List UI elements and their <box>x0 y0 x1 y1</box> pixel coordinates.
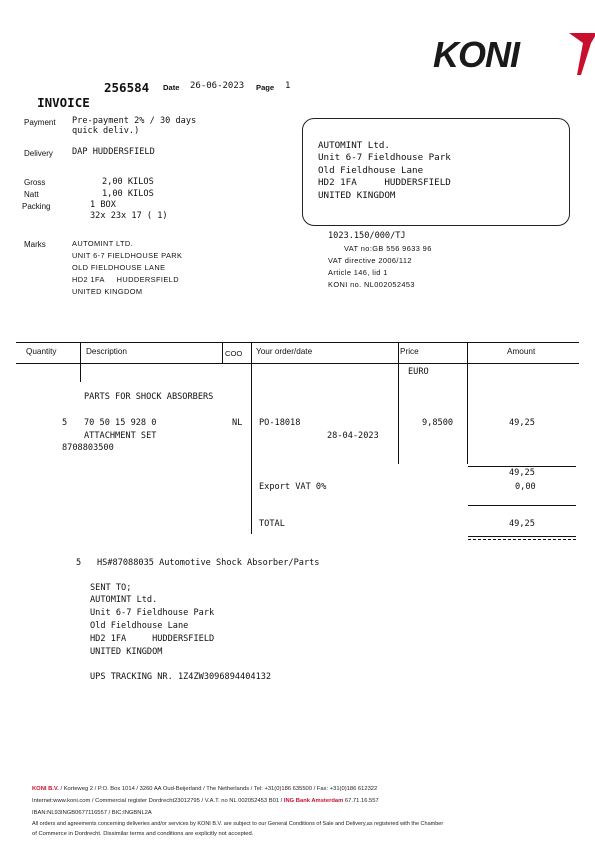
koni-number: KONI no. NL002052453 <box>328 280 415 289</box>
address-line-2: Unit 6-7 Fieldhouse Park <box>318 152 451 163</box>
svg-text:KONI: KONI <box>433 34 520 75</box>
footer-register: Internet:www.koni.com / Commercial register Dordrecht23012795 / V.A.T. no NL 002052453 B01 / <box>32 798 284 804</box>
subtotal-amount: 49,25 <box>509 468 535 478</box>
delivery-label: Delivery <box>24 149 53 158</box>
footer-company: KONI B.V. <box>32 786 59 792</box>
header-order: Your order/date <box>256 347 313 356</box>
sent-line-3: Old Fieldhouse Lane <box>90 621 189 631</box>
section-title: PARTS FOR SHOCK ABSORBERS <box>84 392 214 402</box>
packing-value-1: 1 BOX <box>90 200 116 210</box>
delivery-value: DAP HUDDERSFIELD <box>72 147 155 157</box>
item-ean: 8708803500 <box>62 443 114 453</box>
footer-address: / Korteweg 2 / P.O. Box 1014 / 3260 AA Oud-Beijerland / The Netherlands / Tel: +31(0)186 635500 / Fax: +31(0)186 612322 <box>58 786 378 792</box>
marks-line-2: UNIT 6-7 FIELDHOUSE PARK <box>72 251 183 260</box>
sent-line-2: Unit 6-7 Fieldhouse Park <box>90 608 215 618</box>
footer-line-4: All orders and agreements concerning deliveries and/or services by KONI B.V. are subject to our General Conditions of Sale and Delivery,as registered with the Chamber <box>32 821 444 827</box>
item-order: PO-18018 <box>259 418 301 428</box>
address-line-1: AUTOMINT Ltd. <box>318 140 390 151</box>
header-quantity: Quantity <box>26 347 57 356</box>
payment-value-2: quick deliv.) <box>72 126 140 136</box>
item-code: 70 50 15 928 0 <box>84 418 157 428</box>
total-rule-2 <box>468 539 576 540</box>
invoice-label: INVOICE <box>37 95 90 110</box>
body-col-line-3 <box>398 364 399 464</box>
footer-line-2 <box>32 797 379 806</box>
sent-to: SENT TO; <box>90 583 132 593</box>
footer-account: 67.71.16.557 <box>343 798 379 804</box>
body-col-line-2 <box>251 364 252 534</box>
vat-label: Export VAT 0% <box>259 482 327 492</box>
date-value: 26-06-2023 <box>190 81 245 91</box>
packing-value-2: 32x 23x 17 ( 1) <box>90 211 168 221</box>
total-label: TOTAL <box>259 519 285 529</box>
footer-line-3: IBAN:NL93INGB0677116557 / BIC:INGBNL2A <box>32 810 152 816</box>
footer-line-1 <box>32 785 377 794</box>
invoice-number: 256584 <box>104 80 150 95</box>
payment-label: Payment <box>24 118 56 127</box>
vat-article: Article 146, lid 1 <box>328 268 388 277</box>
marks-line-3: OLD FIELDHOUSE LANE <box>72 263 166 272</box>
marks-label: Marks <box>24 240 46 249</box>
packing-label: Packing <box>22 202 51 211</box>
address-line-4: HD2 1FA HUDDERSFIELD <box>318 177 451 188</box>
page-label: Page <box>256 83 275 92</box>
sent-line-1: AUTOMINT Ltd. <box>90 595 158 605</box>
item-amount: 49,25 <box>509 418 535 428</box>
header-price: Price <box>400 347 419 356</box>
vat-ref: 1023.150/000/TJ <box>328 231 406 241</box>
gross-value: 2,00 KILOS <box>102 177 154 187</box>
item-coo: NL <box>232 418 243 428</box>
body-col-line-1 <box>80 364 81 382</box>
address-line-5: UNITED KINGDOM <box>318 190 396 201</box>
sent-line-5: UNITED KINGDOM <box>90 647 163 657</box>
item-qty: 5 <box>62 418 68 428</box>
address-line-3: Old Fieldhouse Lane <box>318 165 424 176</box>
tracking-number: UPS TRACKING NR. 1Z4ZW3096894404132 <box>90 672 272 682</box>
vat-directive: VAT directive 2006/112 <box>328 256 412 265</box>
col-sep-5 <box>467 342 468 364</box>
marks-line-5: UNITED KINGDOM <box>72 287 143 296</box>
item-order-date: 28-04-2023 <box>327 431 379 441</box>
currency: EURO <box>408 367 429 377</box>
col-sep-1 <box>80 342 81 364</box>
total-rule-top <box>468 505 576 506</box>
table-top-rule <box>16 342 579 343</box>
koni-logo <box>412 10 580 75</box>
header-coo: COO <box>225 349 243 358</box>
marks-line-1: AUTOMINT LTD. <box>72 239 134 248</box>
header-description: Description <box>86 347 127 356</box>
item-price: 9,8500 <box>422 418 454 428</box>
page-value: 1 <box>285 81 291 91</box>
date-label: Date <box>163 83 180 92</box>
invoice-title <box>22 80 90 110</box>
vat-amount: 0,00 <box>515 482 536 492</box>
koni-logo-icon <box>431 29 595 77</box>
header-amount: Amount <box>507 347 536 356</box>
gross-label: Gross <box>24 178 46 187</box>
total-rule-1 <box>468 536 576 537</box>
col-sep-3 <box>251 342 252 364</box>
total-amount: 49,25 <box>509 519 535 529</box>
payment-value-1: Pre-payment 2% / 30 days <box>72 116 197 126</box>
table-header-rule <box>16 363 579 364</box>
hs-line: HS#87088035 Automotive Shock Absorber/Parts <box>97 558 320 568</box>
sent-line-4: HD2 1FA HUDDERSFIELD <box>90 634 215 644</box>
vat-number: VAT no:GB 556 9633 96 <box>344 244 432 253</box>
nett-value: 1,00 KILOS <box>102 189 154 199</box>
nett-label: Natt <box>24 190 39 199</box>
col-sep-2 <box>222 342 223 364</box>
marks-line-4: HD2 1FA HUDDERSFIELD <box>72 275 179 284</box>
item-desc: ATTACHMENT SET <box>84 431 157 441</box>
footer-line-5: of Commerce in Dordrecht. Dissimilar terms and conditions are explicitly not accepted. <box>32 831 254 837</box>
body-col-line-4 <box>467 364 468 464</box>
col-sep-4 <box>398 342 399 364</box>
footer-bank: ING Bank Amsterdam <box>283 798 344 804</box>
hs-qty: 5 <box>76 558 82 568</box>
